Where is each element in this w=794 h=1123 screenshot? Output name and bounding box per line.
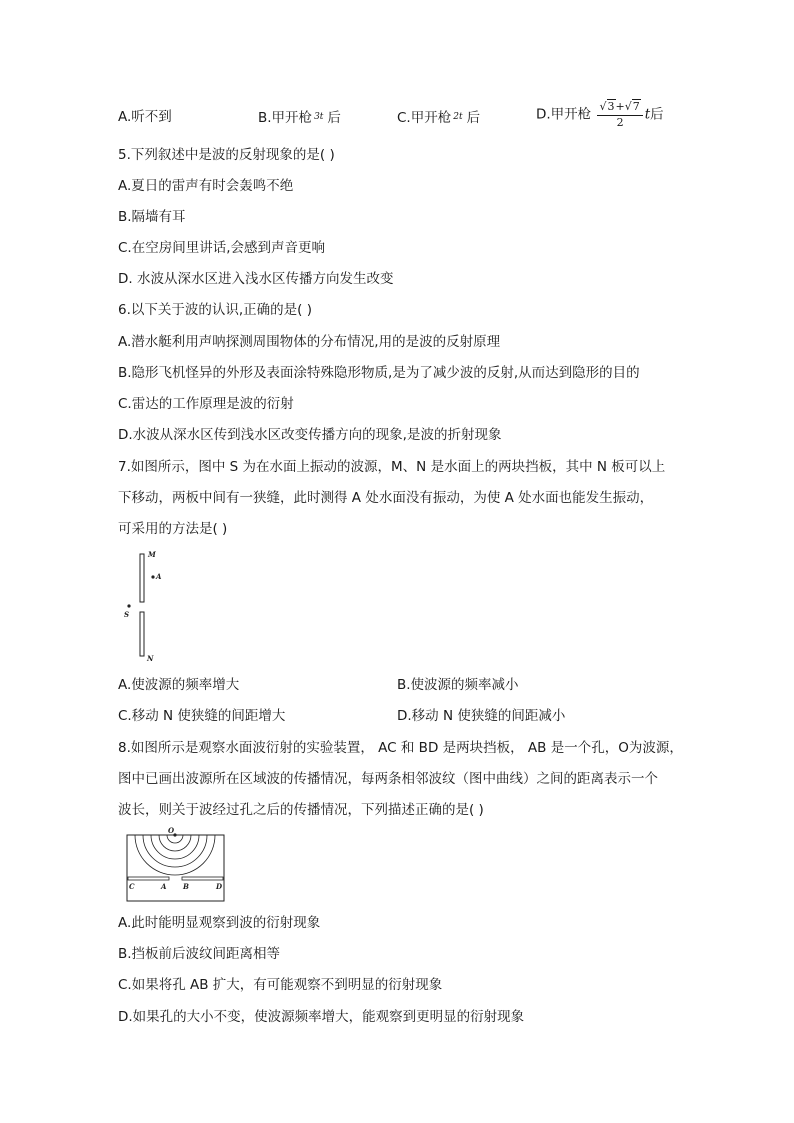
label-d: D (216, 882, 223, 891)
fraction-den: 2 (616, 116, 624, 129)
q8-stem-line2: 图中已画出波源所在区域波的传播情况，每两条相邻波纹（图中曲线）之间的距离表示一个 (118, 771, 658, 787)
fraction-plus: + (615, 100, 625, 113)
q7-option-b[interactable]: B.使波源的频率减小 (397, 677, 519, 693)
q4-option-d-t: t (644, 106, 651, 123)
q5-option-c[interactable]: C.在空房间里讲话,会感到声音更响 (118, 240, 326, 256)
q4-option-b-prefix: B.甲开枪 (258, 110, 313, 126)
q8-stem-line1: 8.如图所示是观察水面波衍射的实验装置， AC 和 BD 是两块挡板， AB 是一个孔，O为波源， (118, 740, 683, 756)
q4-option-b-time: 3t (314, 112, 324, 122)
source-s-dot (127, 604, 130, 607)
q5-option-d[interactable]: D. 水波从深水区进入浅水区传播方向发生改变 (118, 271, 394, 287)
point-a-dot (151, 575, 154, 578)
q6-option-c[interactable]: C.雷达的工作原理是波的衍射 (118, 396, 294, 412)
q7-stem-line2: 下移动，两板中间有一狭缝，此时测得 A 处水面没有振动，为使 A 处水面也能发生振动， (118, 490, 654, 506)
q4-option-c-time: 2t (453, 112, 463, 122)
barrier-n (140, 612, 144, 656)
fraction-num-b: 7 (632, 100, 640, 113)
q4-option-d-suffix: 后 (650, 106, 664, 123)
label-a: A (161, 882, 167, 891)
q7-stem-line1: 7.如图所示，图中 S 为在水面上振动的波源，M、N 是水面上的两块挡板，其中 N 板可以上 (118, 459, 666, 475)
q4-option-c-suffix: 后 (466, 110, 481, 126)
q4-option-d-prefix: D.甲开枪 (536, 106, 592, 123)
q6-option-d[interactable]: D.水波从深水区传到浅水区改变传播方向的现象,是波的折射现象 (118, 427, 502, 443)
water-tank (127, 835, 224, 901)
q8-stem-line3: 波长，则关于波经过孔之后的传播情况，下列描述正确的是( ) (118, 802, 484, 818)
barrier-ac (128, 877, 169, 880)
q4-option-d[interactable] (536, 99, 664, 130)
q6-option-b[interactable]: B.隐形飞机怪异的外形及表面涂特殊隐形物质,是为了减少波的反射,从而达到隐形的目的 (118, 365, 640, 381)
q4-option-c[interactable] (397, 108, 480, 127)
q5-stem: 5.下列叙述中是波的反射现象的是( ) (118, 147, 335, 163)
q4-option-b[interactable] (258, 108, 341, 127)
q6-stem: 6.以下关于波的认识,正确的是( ) (118, 302, 312, 318)
q4-option-a[interactable] (118, 108, 172, 126)
q8-option-a[interactable]: A.此时能明显观察到波的衍射现象 (118, 915, 321, 931)
q7-option-a[interactable]: A.使波源的频率增大 (118, 677, 240, 693)
barrier-bd (182, 877, 223, 880)
label-n: N (147, 654, 154, 663)
label-o: O (168, 826, 175, 835)
q8-figure (118, 826, 233, 904)
q7-figure (118, 548, 178, 666)
q4-option-a-text: A.听不到 (118, 109, 172, 125)
barrier-m (140, 554, 144, 602)
label-b: B (183, 882, 189, 891)
q5-option-a[interactable]: A.夏日的雷声有时会轰鸣不绝 (118, 178, 294, 194)
q6-option-a[interactable]: A.潜水艇利用声呐探测周围物体的分布情况,用的是波的反射原理 (118, 334, 501, 350)
q7-option-c[interactable]: C.移动 N 使狭缝的间距增大 (118, 708, 286, 724)
q4-option-d-fraction: $\frac{√3+√7}{2}$ (597, 99, 642, 130)
label-a: A (156, 572, 162, 581)
q7-option-d[interactable]: D.移动 N 使狭缝的间距减小 (397, 708, 566, 724)
q8-option-b[interactable]: B.挡板前后波纹间距离相等 (118, 946, 281, 962)
q7-stem-line3: 可采用的方法是( ) (118, 521, 228, 537)
label-m: M (148, 550, 156, 559)
q8-option-c[interactable]: C.如果将孔 AB 扩大，有可能观察不到明显的衍射现象 (118, 977, 443, 993)
q4-option-b-suffix: 后 (327, 110, 341, 126)
q4-option-c-prefix: C.甲开枪 (397, 110, 452, 126)
fraction-num-a: 3 (607, 100, 615, 113)
label-s: S (124, 610, 130, 619)
q5-option-b[interactable]: B.隔墙有耳 (118, 209, 186, 225)
q8-option-d[interactable]: D.如果孔的大小不变，使波源频率增大，能观察到更明显的衍射现象 (118, 1009, 525, 1025)
label-c: C (129, 882, 135, 891)
